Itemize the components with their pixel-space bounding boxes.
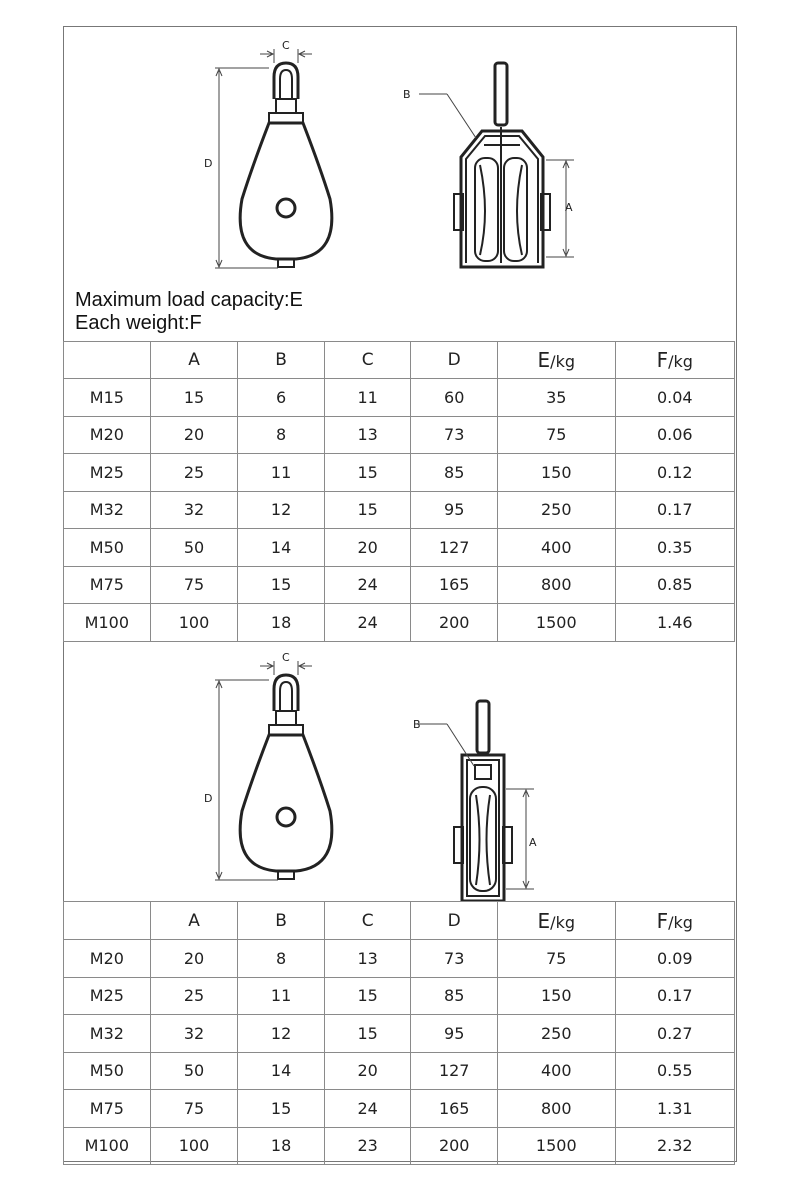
cell-e: 1500 xyxy=(498,604,615,642)
cell-c: 20 xyxy=(324,529,411,567)
cell-c: 15 xyxy=(324,491,411,529)
cell-d: 95 xyxy=(411,1015,498,1053)
header-e xyxy=(498,342,615,379)
table-row xyxy=(64,604,735,642)
swivel-neck xyxy=(276,711,296,725)
cell-a: 20 xyxy=(150,416,238,454)
cell-f: 1.46 xyxy=(615,604,735,642)
single-pulley-panel xyxy=(64,639,736,901)
header-f xyxy=(615,342,735,379)
cell-c: 15 xyxy=(324,454,411,492)
cell-model: M50 xyxy=(64,529,151,567)
cell-a: 100 xyxy=(150,604,238,642)
cell-f: 0.06 xyxy=(615,416,735,454)
header-a: A xyxy=(150,342,238,379)
swivel-eye xyxy=(274,63,298,99)
header-d: D xyxy=(411,902,498,940)
cell-a: 32 xyxy=(150,491,238,529)
cell-d: 127 xyxy=(411,529,498,567)
cell-model: M75 xyxy=(64,566,151,604)
cell-model: M32 xyxy=(64,1015,151,1053)
dim-a-label: A xyxy=(529,836,537,849)
cell-c: 24 xyxy=(324,566,411,604)
header-b: B xyxy=(238,902,325,940)
dim-c-label: C xyxy=(282,39,290,52)
header-e-letter: E xyxy=(537,908,551,933)
cell-f: 0.55 xyxy=(615,1052,735,1090)
cell-model: M15 xyxy=(64,379,151,417)
table-row xyxy=(64,1090,735,1128)
cell-d: 85 xyxy=(411,977,498,1015)
cell-model: M100 xyxy=(64,604,151,642)
swivel-shank xyxy=(477,701,489,753)
cell-e: 150 xyxy=(498,454,615,492)
cell-d: 200 xyxy=(411,604,498,642)
cell-model: M32 xyxy=(64,491,151,529)
table-header-row xyxy=(64,902,735,940)
swivel-neck xyxy=(276,99,296,113)
cell-a: 25 xyxy=(150,454,238,492)
cell-d: 73 xyxy=(411,940,498,978)
cell-b: 15 xyxy=(238,566,325,604)
table-header-row xyxy=(64,342,735,379)
cell-f: 0.04 xyxy=(615,379,735,417)
dim-b-label: B xyxy=(403,88,411,101)
table-row xyxy=(64,977,735,1015)
table-row xyxy=(64,454,735,492)
cell-c: 13 xyxy=(324,416,411,454)
header-model xyxy=(64,902,151,940)
sheave xyxy=(470,787,496,891)
table-row xyxy=(64,1127,735,1165)
cell-b: 15 xyxy=(238,1090,325,1128)
cell-d: 200 xyxy=(411,1127,498,1165)
dim-b-label: B xyxy=(413,718,421,731)
cell-b: 8 xyxy=(238,416,325,454)
cell-a: 25 xyxy=(150,977,238,1015)
table-row xyxy=(64,416,735,454)
cell-e: 75 xyxy=(498,416,615,454)
cell-model: M100 xyxy=(64,1127,151,1165)
cell-c: 24 xyxy=(324,1090,411,1128)
header-e-unit: /kg xyxy=(550,912,575,932)
cell-b: 14 xyxy=(238,529,325,567)
cell-a: 50 xyxy=(150,529,238,567)
table-row xyxy=(64,491,735,529)
cell-a: 75 xyxy=(150,1090,238,1128)
dim-d-label: D xyxy=(204,792,213,805)
cell-c: 11 xyxy=(324,379,411,417)
sheave-left xyxy=(475,158,498,261)
cell-e: 250 xyxy=(498,491,615,529)
cell-e: 400 xyxy=(498,1052,615,1090)
cell-c: 15 xyxy=(324,1015,411,1053)
cell-d: 73 xyxy=(411,416,498,454)
cell-a: 20 xyxy=(150,940,238,978)
table-row xyxy=(64,1015,735,1053)
header-a: A xyxy=(150,902,238,940)
sheave-right xyxy=(504,158,527,261)
cell-d: 85 xyxy=(411,454,498,492)
cell-d: 127 xyxy=(411,1052,498,1090)
header-d: D xyxy=(411,342,498,379)
cell-a: 15 xyxy=(150,379,238,417)
cell-f: 0.27 xyxy=(615,1015,735,1053)
double-pulley-panel xyxy=(64,27,736,341)
cell-b: 11 xyxy=(238,454,325,492)
table-row xyxy=(64,1052,735,1090)
cell-f: 0.12 xyxy=(615,454,735,492)
cell-c: 24 xyxy=(324,604,411,642)
cell-a: 32 xyxy=(150,1015,238,1053)
header-b: B xyxy=(238,342,325,379)
dim-a-label: A xyxy=(565,201,573,214)
cell-model: M20 xyxy=(64,940,151,978)
cell-e: 35 xyxy=(498,379,615,417)
double-pulley-spec-table xyxy=(63,341,735,642)
cell-b: 6 xyxy=(238,379,325,417)
cell-b: 8 xyxy=(238,940,325,978)
cell-c: 13 xyxy=(324,940,411,978)
cell-model: M75 xyxy=(64,1090,151,1128)
header-c: C xyxy=(324,342,411,379)
frame-outline xyxy=(462,755,504,901)
cell-d: 165 xyxy=(411,566,498,604)
swivel-eye xyxy=(274,675,298,711)
pulley-side-body xyxy=(240,123,332,259)
cell-a: 50 xyxy=(150,1052,238,1090)
cell-e: 75 xyxy=(498,940,615,978)
header-e-letter: E xyxy=(537,348,551,372)
table-row xyxy=(64,940,735,978)
spec-sheet xyxy=(63,26,737,1162)
cell-f: 0.09 xyxy=(615,940,735,978)
table-row xyxy=(64,566,735,604)
cell-f: 2.32 xyxy=(615,1127,735,1165)
cell-d: 95 xyxy=(411,491,498,529)
dim-d-label: D xyxy=(204,157,213,170)
cell-model: M25 xyxy=(64,977,151,1015)
cell-b: 11 xyxy=(238,977,325,1015)
cell-model: M50 xyxy=(64,1052,151,1090)
header-f-letter: F xyxy=(656,908,669,933)
cell-c: 15 xyxy=(324,977,411,1015)
header-e xyxy=(498,902,615,940)
header-e-unit: /kg xyxy=(550,352,575,371)
cell-d: 165 xyxy=(411,1090,498,1128)
cell-b: 18 xyxy=(238,1127,325,1165)
header-f-unit: /kg xyxy=(668,912,693,932)
dim-c-label: C xyxy=(282,651,290,664)
cell-b: 14 xyxy=(238,1052,325,1090)
cell-e: 150 xyxy=(498,977,615,1015)
cell-f: 0.35 xyxy=(615,529,735,567)
cell-model: M25 xyxy=(64,454,151,492)
pulley-side-body xyxy=(240,735,332,871)
cell-b: 12 xyxy=(238,1015,325,1053)
swivel-nut xyxy=(475,765,491,779)
swivel-shank xyxy=(495,63,507,125)
caption-each-weight: Each weight:F xyxy=(75,312,202,334)
single-pulley-drawing xyxy=(64,639,736,901)
header-c: C xyxy=(324,902,411,940)
cell-d: 60 xyxy=(411,379,498,417)
cell-e: 800 xyxy=(498,1090,615,1128)
cell-e: 1500 xyxy=(498,1127,615,1165)
caption-load-capacity: Maximum load capacity:E xyxy=(75,289,303,311)
cell-a: 75 xyxy=(150,566,238,604)
axle-hole xyxy=(277,199,295,217)
header-f-letter: F xyxy=(656,348,669,372)
cell-b: 18 xyxy=(238,604,325,642)
cell-e: 800 xyxy=(498,566,615,604)
cell-f: 1.31 xyxy=(615,1090,735,1128)
cell-a: 100 xyxy=(150,1127,238,1165)
table-row xyxy=(64,379,735,417)
header-model xyxy=(64,342,151,379)
cell-b: 12 xyxy=(238,491,325,529)
cell-f: 0.17 xyxy=(615,491,735,529)
cell-f: 0.85 xyxy=(615,566,735,604)
axle-hole xyxy=(277,808,295,826)
table-row xyxy=(64,529,735,567)
cell-c: 20 xyxy=(324,1052,411,1090)
cell-model: M20 xyxy=(64,416,151,454)
cell-c: 23 xyxy=(324,1127,411,1165)
header-f xyxy=(615,902,735,940)
header-f-unit: /kg xyxy=(668,352,693,371)
cell-e: 400 xyxy=(498,529,615,567)
single-pulley-spec-table xyxy=(63,901,735,1165)
cell-e: 250 xyxy=(498,1015,615,1053)
cell-f: 0.17 xyxy=(615,977,735,1015)
